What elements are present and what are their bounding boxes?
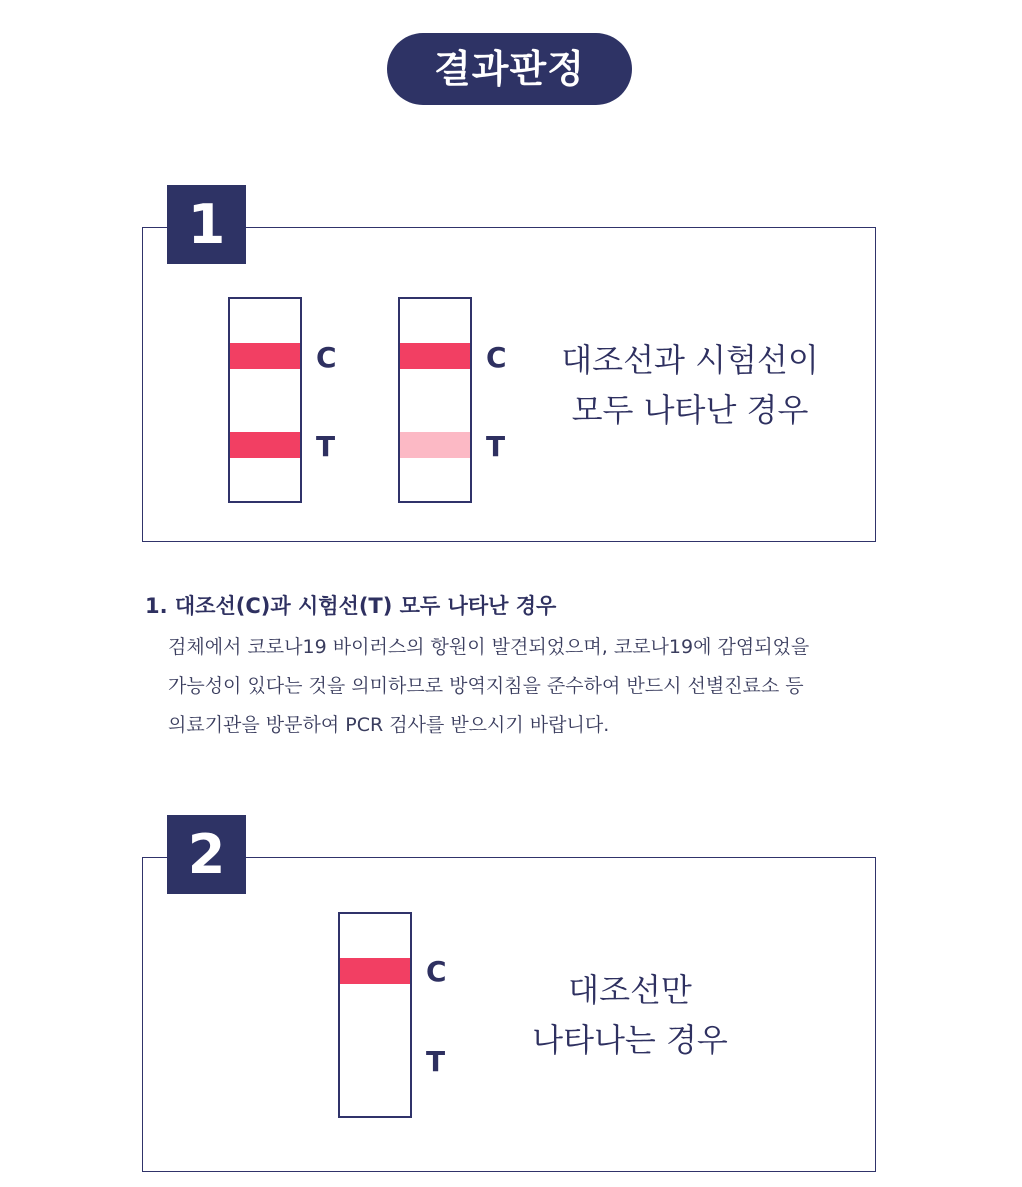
case-2-description-line: 대조선만 — [568, 971, 692, 1009]
explanation-line: 의료기관을 방문하여 PCR 검사를 받으시기 바랍니다. — [168, 714, 610, 736]
explanation-line: 가능성이 있다는 것을 의미하므로 방역지침을 준수하여 반드시 선별진료소 등 — [168, 675, 804, 697]
explanation-title: 1. 대조선(C)과 시험선(T) 모두 나타난 경우 — [145, 594, 557, 618]
test-label: T — [316, 430, 336, 463]
test-strip-3 — [338, 912, 412, 1118]
case-1-description — [540, 335, 840, 435]
control-line — [230, 343, 300, 369]
control-line — [400, 343, 470, 369]
control-label: C — [426, 955, 447, 988]
control-label: C — [316, 341, 337, 374]
explanation-body — [168, 628, 809, 745]
case-2-number-badge: 2 — [167, 815, 246, 894]
case-1-description-line: 대조선과 시험선이 — [561, 341, 819, 379]
control-line — [340, 958, 410, 984]
case-1-number-badge: 1 — [167, 185, 246, 264]
test-line — [230, 432, 300, 458]
result-judgment-title: 결과판정 — [387, 33, 632, 105]
test-line-faint — [400, 432, 470, 458]
test-label: T — [426, 1045, 446, 1078]
test-label: T — [486, 430, 506, 463]
test-strip-2 — [398, 297, 472, 503]
case-2-description — [500, 965, 760, 1065]
explanation-line: 검체에서 코로나19 바이러스의 항원이 발견되었으며, 코로나19에 감염되었을 — [168, 636, 810, 658]
case-2-description-line: 나타나는 경우 — [532, 1021, 728, 1059]
control-label: C — [486, 341, 507, 374]
case-1-description-line: 모두 나타난 경우 — [571, 391, 809, 429]
test-strip-1 — [228, 297, 302, 503]
